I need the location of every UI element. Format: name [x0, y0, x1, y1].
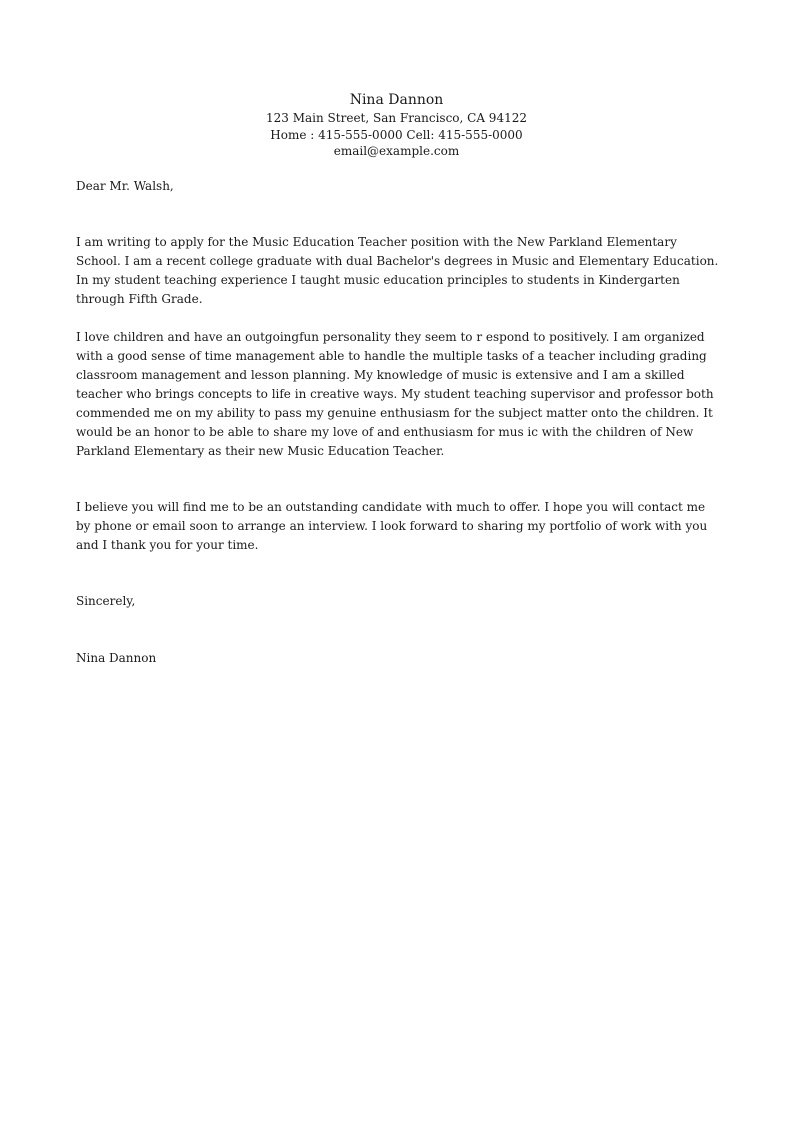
sender-address: 123 Main Street, San Francisco, CA 94122 [266, 111, 527, 125]
sender-phones: Home : 415-555-0000 Cell: 415-555-0000 [270, 127, 523, 142]
paragraph-text: I am writing to apply for the Music Education Teacher position with the New Parkland Elementary School. I am a recent college graduate with dual Bachelor's degrees in Music and Elementary Education. In my student teaching experience I taught music education principles to students in Kindergarten through Fifth Grade. [76, 235, 719, 306]
complimentary-close: Sincerely, [76, 594, 136, 608]
sender-email: email@example.com [333, 144, 460, 158]
salutation: Dear Mr. Walsh, [76, 179, 174, 193]
sender-name: Nina Dannon [349, 92, 444, 108]
letterhead [0, 92, 793, 160]
signature-name: Nina Dannon [76, 651, 157, 665]
paragraph-text: I believe you will find me to be an outstanding candidate with much to offer. I hope you will contact me by phone or email soon to arrange an interview. I look forward to sharing my portfolio of work with you and I thank you for your time. [76, 500, 708, 552]
paragraph-intro [76, 233, 722, 309]
paragraph-qualifications [76, 328, 722, 461]
paragraph-text: I love children and have an outgoingfun personality they seem to r espond to positively. I am organized with a good sense of time management able to handle the multiple tasks of a teacher including grading classroom management and lesson planning. My knowledge of music is extensive and I am a skilled teacher who brings concepts to life in creative ways. My student teaching supervisor and professor both commended me on my ability to pass my genuine enthusiasm for the subject matter onto the children. It would be an honor to be able to share my love of and enthusiasm for mus ic with the children of New Parkland Elementary as their new Music Education Teacher. [76, 330, 714, 458]
paragraph-closing-remarks [76, 498, 722, 555]
